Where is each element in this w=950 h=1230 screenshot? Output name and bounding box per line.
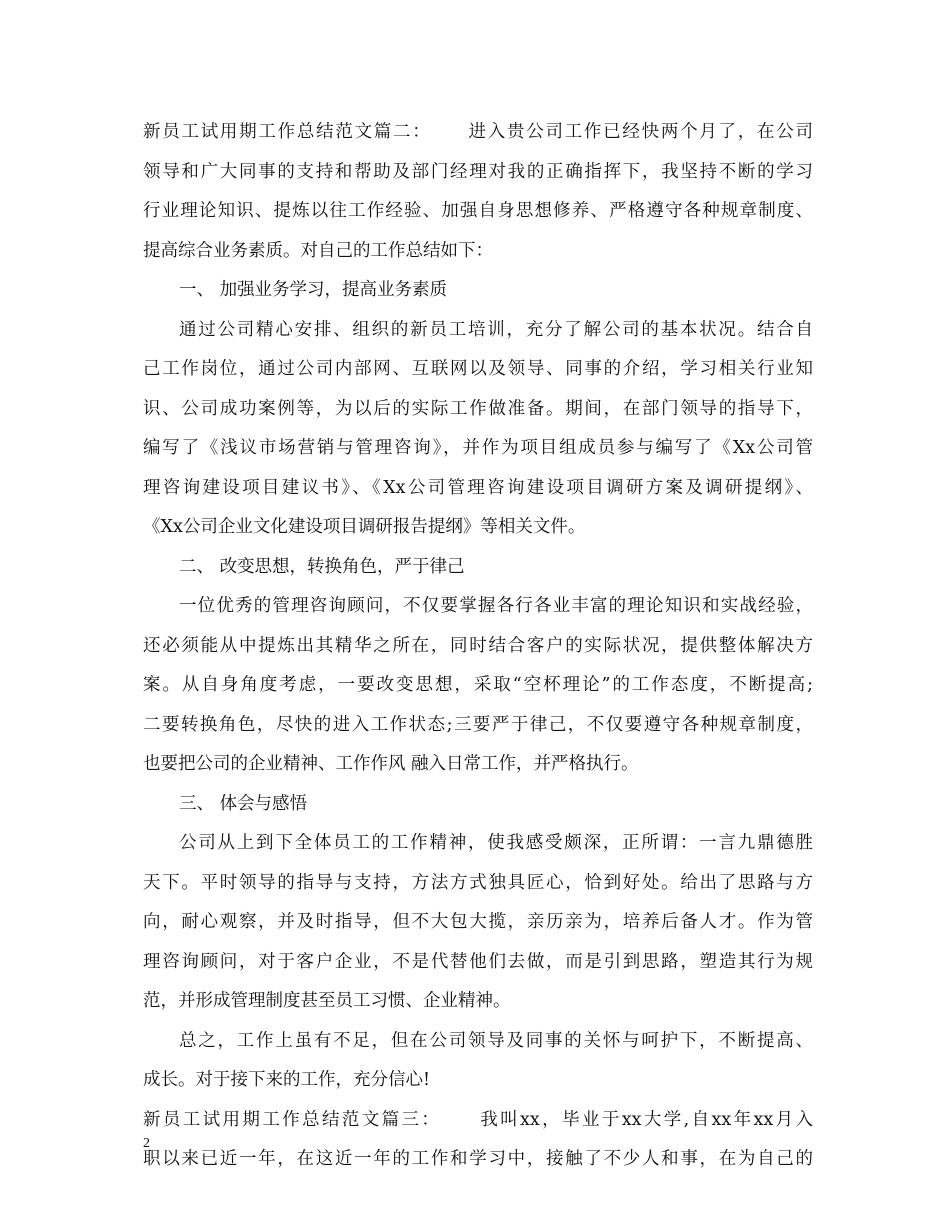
paragraph-line: 向，耐心观察，并及时指导，但不大包大揽，亲历亲为，培养后备人才。作为管 [143, 912, 813, 932]
paragraph-line: 案。从自身角度考虑，一要改变思想，采取“空杯理论”的工作态度，不断提高; [143, 675, 813, 695]
paragraph-line: 范，并形成管理制度甚至员工习惯、企业精神。 [143, 991, 511, 1011]
paragraph-line: 一位优秀的管理咨询顾问，不仅要掌握各行各业丰富的理论知识和实战经验， [179, 596, 813, 616]
paragraph-line: 二要转换角色，尽快的进入工作状态;三要严于律己，不仅要遵守各种规章制度， [143, 714, 813, 735]
paragraph-line: 成长。对于接下来的工作，充分信心! [143, 1070, 431, 1090]
paragraph-line: 新员工试用期工作总结范文篇三： 我叫xx，毕业于xx大学,自xx年xx月入 [143, 1109, 813, 1130]
paragraph-line: 己工作岗位，通过公司内部网、互联网以及领导、同事的介绍，学习相关行业知 [143, 359, 813, 379]
document-body [143, 113, 813, 1180]
paragraph-line: 新员工试用期工作总结范文篇二： 进入贵公司工作已经快两个月了，在公司 [143, 122, 813, 142]
paragraph-line: 理咨询顾问，对于客户企业，不是代替他们去做，而是引到思路，塑造其行为规 [143, 951, 813, 972]
paragraph-line: 公司从上到下全体员工的工作精神，使我感受颇深，正所谓：一言九鼎德胜 [179, 833, 813, 853]
paragraph-line: 理咨询建设项目建议书》、《Xx公司管理咨询建设项目调研方案及调研提纲》、 [143, 477, 813, 498]
paragraph-line: 天下。平时领导的指导与支持，方法方式独具匠心，恰到好处。给出了思路与方 [143, 872, 813, 893]
section-heading-1: 一、 加强业务学习，提高业务素质 [179, 280, 448, 300]
paragraph-line: 《Xx公司企业文化建设项目调研报告提纲》等相关文件。 [143, 517, 586, 537]
paragraph-line: 提高综合业务素质。对自己的工作总结如下： [143, 240, 493, 261]
section-heading-2: 二、 改变思想，转换角色，严于律己 [179, 556, 465, 577]
paragraph-line: 还必须能从中提炼出其精华之所在，同时结合客户的实际状况，提供整体解决方 [143, 635, 813, 656]
section-heading-3: 三、 体会与感悟 [179, 793, 308, 814]
paragraph-line: 编写了《浅议市场营销与管理咨询》，并作为项目组成员参与编写了《Xx公司管 [143, 438, 813, 458]
paragraph-line: 识、公司成功案例等，为以后的实际工作做准备。期间，在部门领导的指导下， [143, 398, 813, 419]
paragraph-line: 领导和广大同事的支持和帮助及部门经理对我的正确指挥下，我坚持不断的学习 [143, 161, 813, 182]
paragraph-line: 通过公司精心安排、组织的新员工培训，充分了解公司的基本状况。结合自 [179, 319, 813, 340]
paragraph-line: 总之，工作上虽有不足，但在公司领导及同事的关怀与呵护下，不断提高、 [179, 1030, 813, 1051]
paragraph-line: 行业理论知识、提炼以往工作经验、加强自身思想修养、严格遵守各种规章制度、 [143, 201, 813, 221]
paragraph-line: 也要把公司的企业精神、工作作风 融入日常工作，并严格执行。 [143, 754, 639, 774]
paragraph-line: 职以来已近一年，在这近一年的工作和学习中，接触了不少人和事，在为自己的 [143, 1149, 813, 1169]
page-number: 2 [143, 1136, 150, 1151]
